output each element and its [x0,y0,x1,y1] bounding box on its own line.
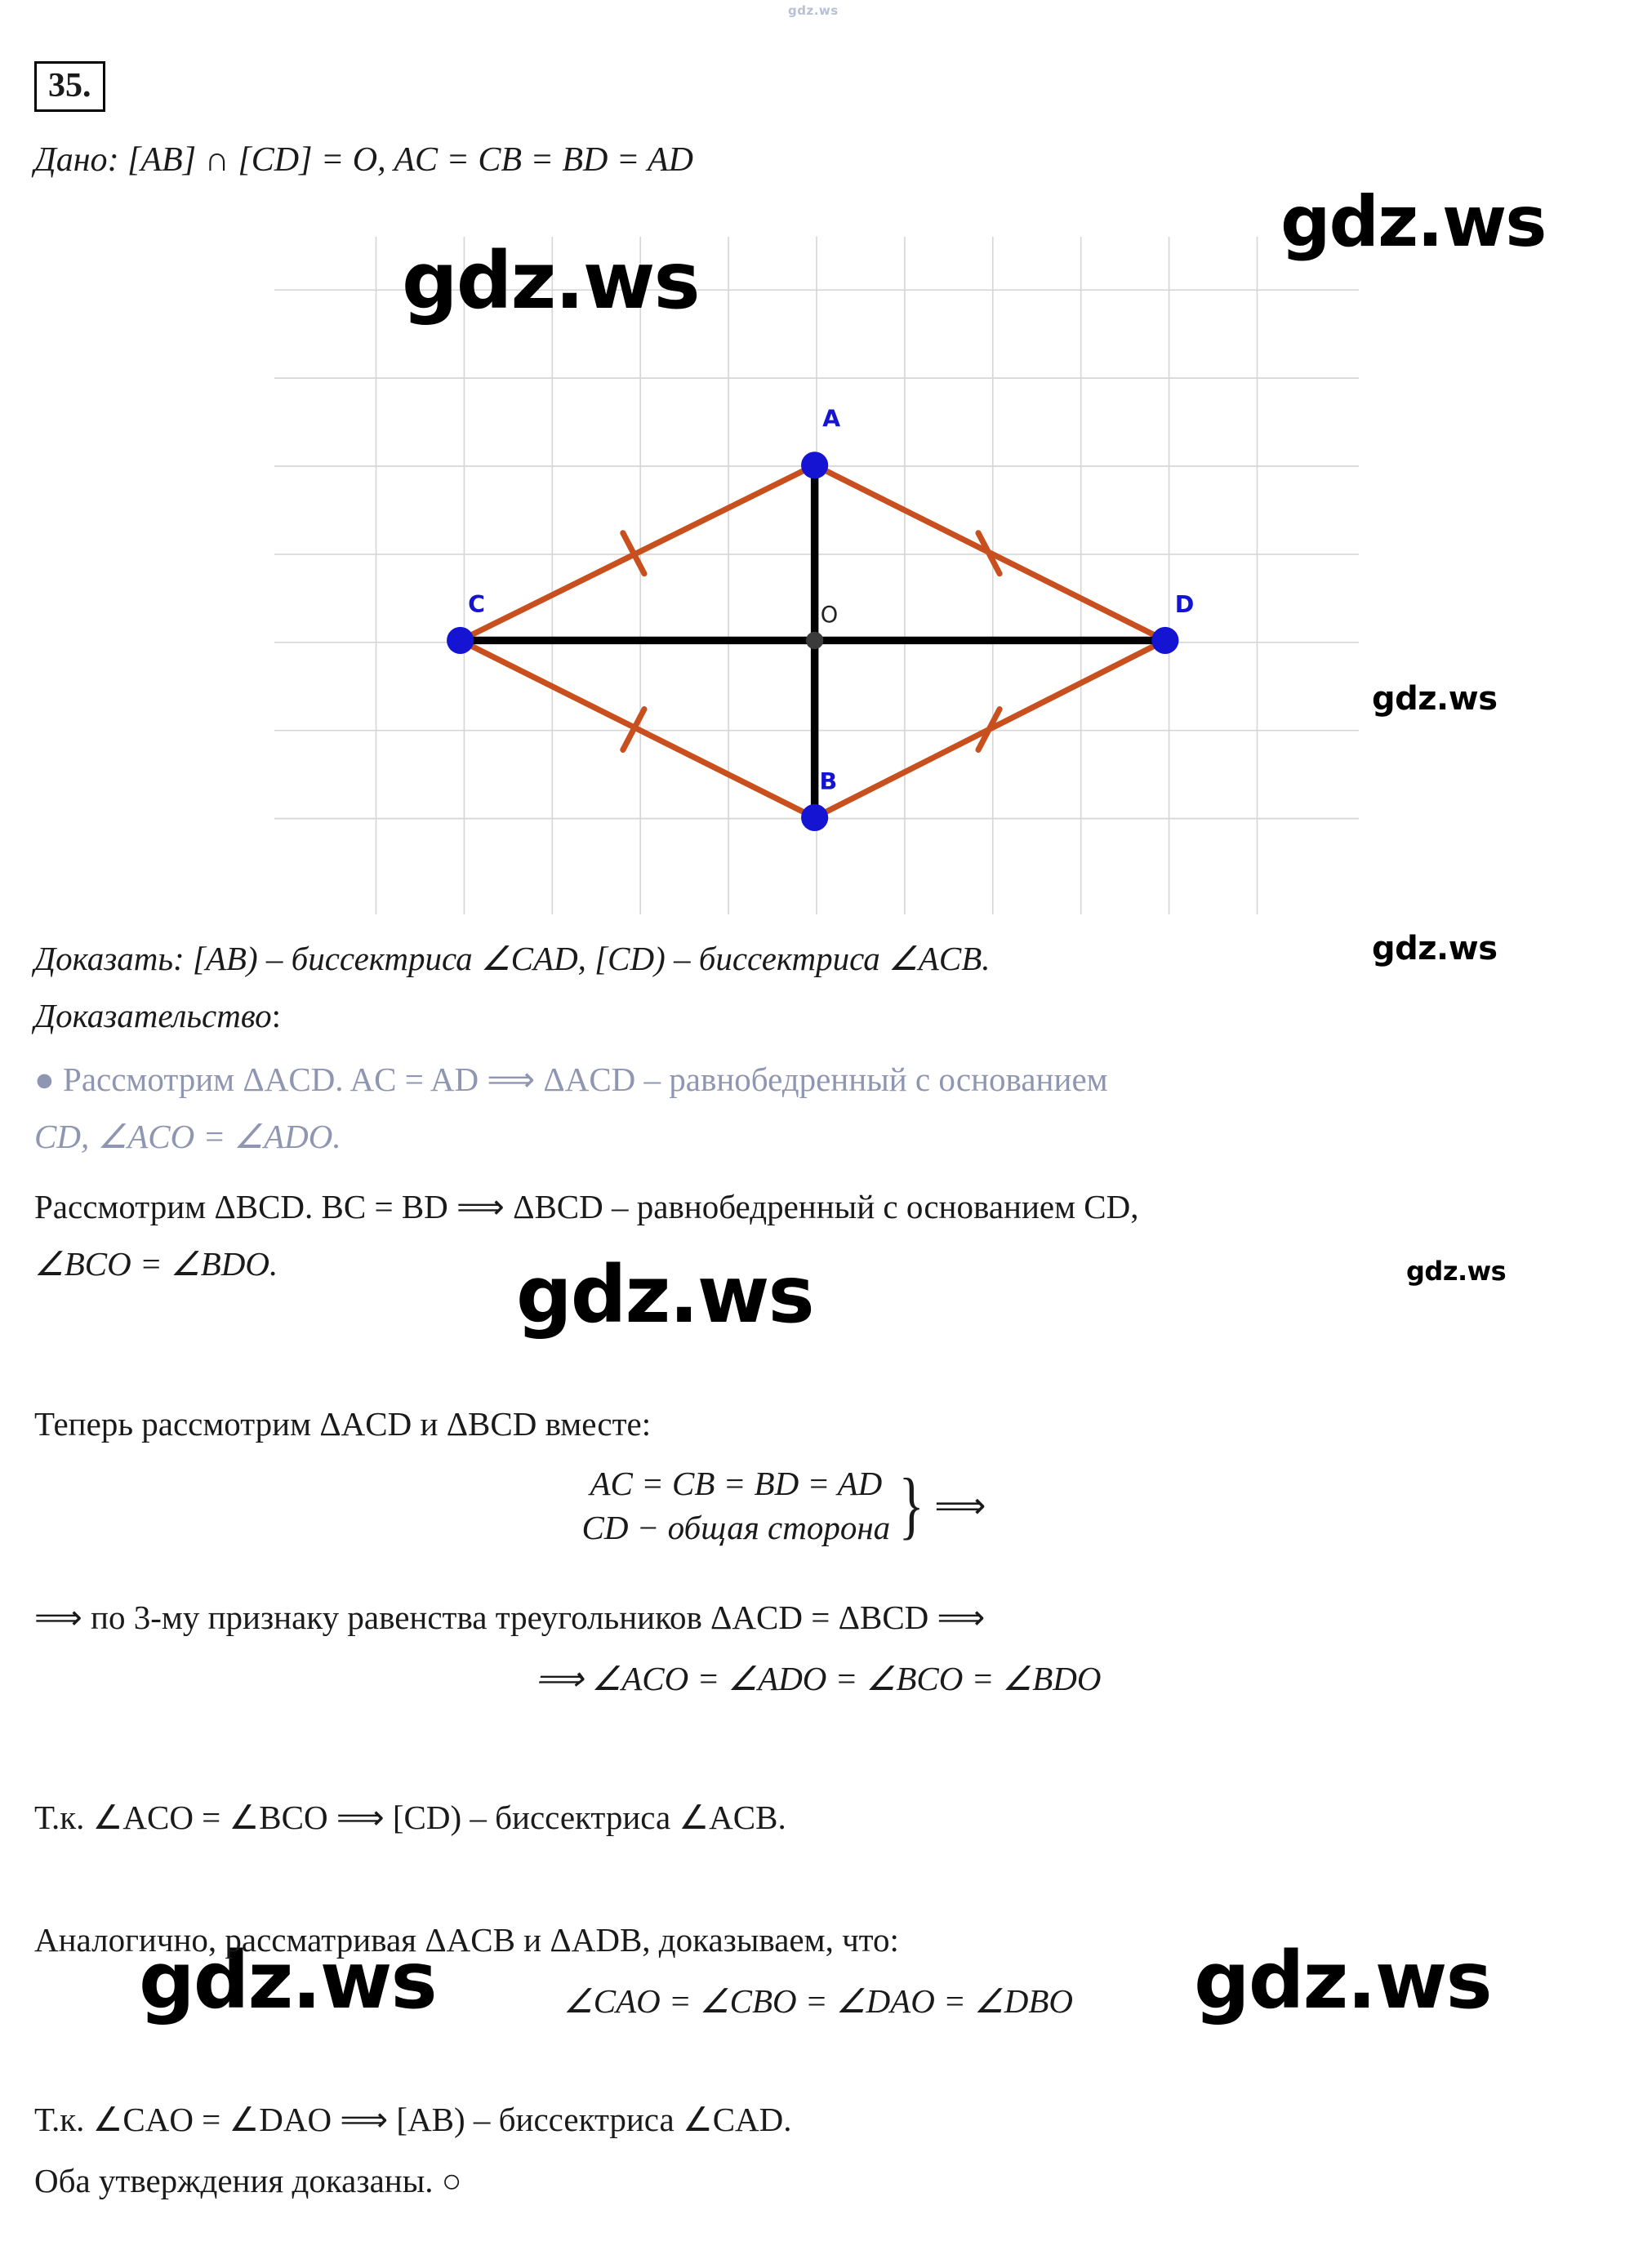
watermark-2: gdz.ws [1280,181,1546,263]
brace-line-bottom: CD − общая сторона [581,1509,891,1547]
vertex-B [801,804,828,831]
prove-statement [34,937,1602,980]
closing-brace: } [898,1463,924,1547]
proof-line-8: ⟹ по 3-му признаку равенства треугольников ΔACD = ΔBCD ⟹ [34,1599,986,1636]
brace-line-top: AC = CB = BD = AD [590,1465,883,1502]
brace-stack [582,1461,891,1550]
vertex-D [1151,627,1178,654]
system-brace-block [0,1461,1568,1550]
given-label: Дано [34,141,108,179]
proof-line-13: Т.к. ∠CAO = ∠DAO ⟹ [AB) – биссектриса ∠CAD. [34,2101,792,2138]
brace-implies-arrow: ⟹ [934,1485,986,1526]
watermark-5: gdz.ws [516,1249,813,1341]
label-O: O [820,602,839,628]
label-D: D [1174,591,1195,619]
vertex-A [801,451,828,478]
proof-line-10: Т.к. ∠ACO = ∠BCO ⟹ [CD) – биссектриса ∠ACB. [34,1799,786,1836]
given-statement [34,140,693,180]
prove-label: Доказать [34,940,174,977]
proof-label: Доказательство [34,997,272,1034]
watermark-3: gdz.ws [1372,680,1498,718]
proof-line-2: CD, ∠ACO = ∠ADO. [34,1118,341,1155]
watermark-6: gdz.ws [1406,1256,1507,1287]
figure-svg [237,237,1396,914]
label-A: A [822,405,841,433]
proof-colon: : [271,997,282,1034]
geometry-figure [237,237,1396,914]
task-number: 35. [34,61,105,112]
proof-heading [34,994,1602,1037]
proof-line-1: ● Рассмотрим ΔACD. AC = AD ⟹ ΔACD – равнобедренный с основанием [34,1061,1108,1098]
label-C: C [468,591,486,619]
proof-line-11: Аналогично, рассматривая ΔACB и ΔADB, доказываем, что: [34,1921,899,1959]
proof-line-4: ∠BCO = ∠BDO. [34,1245,278,1283]
proof-line-5: Теперь рассмотрим ΔACD и ΔBCD вместе: [34,1405,652,1443]
proof-line-9: ⟹ ∠ACO = ∠ADO = ∠BCO = ∠BDO [535,1660,1102,1697]
watermark-1: gdz.ws [402,235,699,327]
watermark-8: gdz.ws [1194,1935,1491,2026]
watermark-top-tiny: gdz.ws [788,3,839,18]
proof-line-3: Рассмотрим ΔBCD. BC = BD ⟹ ΔBCD – равнобедренный с основанием CD, [34,1188,1139,1225]
watermark-4: gdz.ws [1372,930,1498,967]
label-B: B [819,768,838,796]
given-math: : [AB] ∩ [CD] = O, AC = CB = BD = AD [107,141,693,179]
proof-line-12: ∠CAO = ∠CBO = ∠DAO = ∠DBO [563,1982,1074,2020]
prove-text: : [AB) – биссектриса ∠CAD, [CD) – биссектриса ∠ACB. [173,940,991,977]
watermark-7: gdz.ws [139,1935,436,2026]
proof-line-14: Оба утверждения доказаны. ○ [34,2162,462,2199]
vertex-C [447,627,474,654]
vertex-O [806,632,823,649]
